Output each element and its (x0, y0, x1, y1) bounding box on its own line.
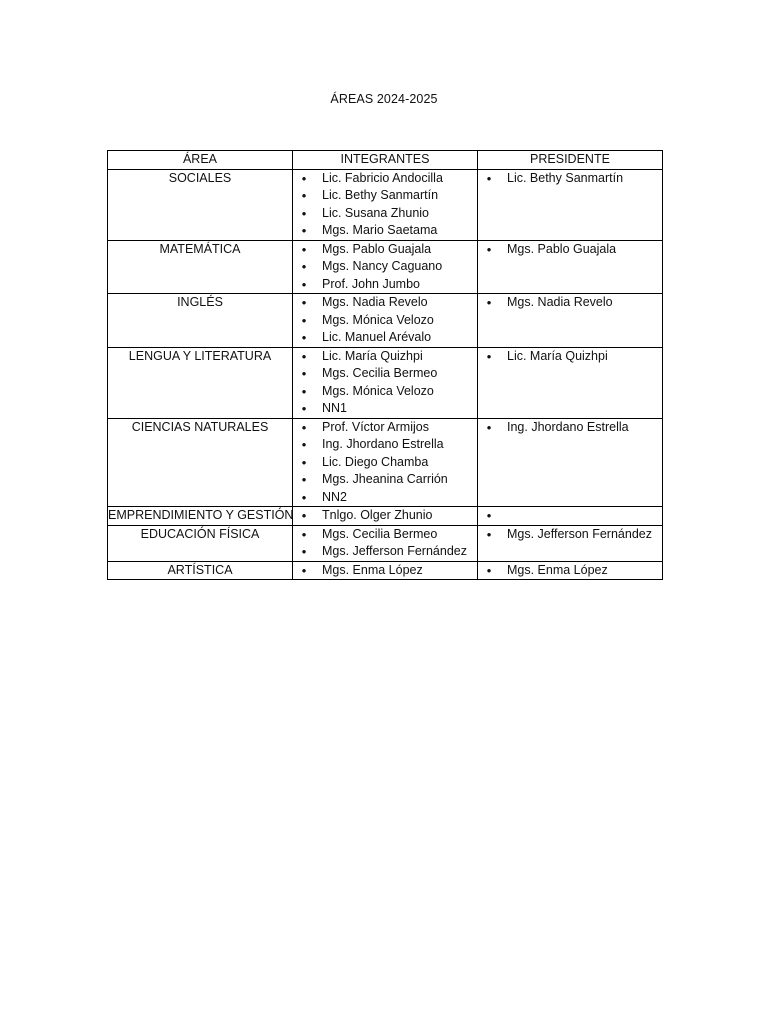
table-row (108, 347, 663, 418)
members-list (293, 348, 477, 418)
list-item (293, 276, 477, 294)
document-title: ÁREAS 2024-2025 (330, 92, 438, 106)
area-name-cell: ARTÍSTICA (108, 561, 293, 580)
bullet-icon: • (301, 508, 307, 523)
table-row (108, 294, 663, 348)
table-row (108, 240, 663, 294)
area-name-cell: EDUCACIÓN FÍSICA (108, 525, 293, 561)
list-item (478, 294, 662, 312)
list-item (293, 205, 477, 223)
president-name: Mgs. Pablo Guajala (507, 241, 617, 256)
header-president: PRESIDENTE (478, 151, 663, 170)
bullet-icon: • (301, 562, 307, 578)
member-name: Lic. Manuel Arévalo (322, 330, 432, 344)
members-cell (293, 525, 478, 561)
bullet-icon: • (301, 223, 307, 238)
bullet-icon: • (301, 312, 307, 328)
bullet-icon: • (301, 472, 307, 487)
president-cell (478, 294, 663, 348)
member-name: Lic. Fabricio Andocilla (322, 170, 443, 185)
bullet-icon: • (486, 526, 492, 542)
member-name: Tnlgo. Olger Zhunio (322, 508, 433, 522)
members-cell (293, 418, 478, 507)
bullet-icon: • (301, 241, 307, 257)
member-name: Prof. Víctor Armijos (322, 419, 429, 434)
member-name: Mgs. Mónica Velozo (322, 312, 434, 327)
list-item (293, 348, 477, 366)
members-cell (293, 294, 478, 348)
bullet-icon: • (301, 295, 307, 310)
president-list (478, 170, 662, 188)
member-name: Mgs. Nadia Revelo (322, 295, 428, 309)
president-list (478, 526, 662, 544)
header-members: INTEGRANTES (293, 151, 478, 170)
member-name: NN2 (322, 489, 348, 504)
member-name: Mgs. Mario Saetama (322, 223, 438, 237)
list-item (293, 436, 477, 454)
bullet-icon: • (301, 419, 307, 435)
bullet-icon: • (301, 188, 307, 203)
members-list (293, 562, 477, 580)
list-item (293, 294, 477, 312)
member-name: NN1 (322, 401, 348, 415)
table-row (108, 561, 663, 580)
president-name: Mgs. Jefferson Fernández (507, 526, 652, 541)
bullet-icon: • (301, 366, 307, 381)
list-item (478, 526, 662, 544)
president-cell (478, 169, 663, 240)
bullet-icon: • (301, 276, 307, 292)
header-area: ÁREA (108, 151, 293, 170)
list-item (478, 170, 662, 188)
president-list (478, 241, 662, 259)
member-name: Mgs. Jefferson Fernández (322, 544, 467, 558)
bullet-icon: • (486, 508, 492, 523)
president-cell (478, 507, 663, 526)
member-name: Mgs. Nancy Caguano (322, 259, 443, 273)
bullet-icon: • (301, 348, 307, 364)
list-item (293, 543, 477, 561)
list-item (478, 348, 662, 366)
bullet-icon: • (486, 348, 492, 364)
bullet-icon: • (301, 401, 307, 416)
table-row (108, 418, 663, 507)
president-name: Ing. Jhordano Estrella (507, 419, 629, 434)
president-cell (478, 561, 663, 580)
president-list (478, 419, 662, 437)
area-name-cell: MATEMÁTICA (108, 240, 293, 294)
president-list (478, 348, 662, 366)
bullet-icon: • (301, 437, 307, 452)
member-name: Ing. Jhordano Estrella (322, 437, 444, 451)
list-item (293, 365, 477, 383)
areas-table (107, 150, 663, 580)
members-list (293, 526, 477, 561)
bullet-icon: • (301, 526, 307, 542)
member-name: Mgs. Jheanina Carrión (322, 472, 448, 486)
table-header-row (108, 151, 663, 170)
list-item (293, 454, 477, 472)
president-cell (478, 525, 663, 561)
list-item (293, 471, 477, 489)
members-list (293, 507, 477, 525)
president-list (478, 294, 662, 312)
member-name: Lic. Diego Chamba (322, 454, 429, 469)
president-name: Mgs. Enma López (507, 562, 608, 577)
member-name: Mgs. Cecilia Bermeo (322, 526, 438, 541)
bullet-icon: • (301, 259, 307, 274)
president-cell (478, 347, 663, 418)
area-name-cell: INGLÉS (108, 294, 293, 348)
members-list (293, 170, 477, 240)
members-cell (293, 240, 478, 294)
list-item (293, 329, 477, 347)
member-name: Mgs. Cecilia Bermeo (322, 366, 438, 380)
bullet-icon: • (301, 454, 307, 470)
bullet-icon: • (486, 562, 492, 578)
list-item (293, 419, 477, 437)
table-row (108, 525, 663, 561)
list-item (293, 222, 477, 240)
bullet-icon: • (301, 330, 307, 345)
president-name: Lic. Bethy Sanmartín (507, 170, 624, 185)
bullet-icon: • (301, 205, 307, 221)
area-name-cell: EMPRENDIMIENTO Y GESTIÓN (108, 507, 293, 526)
member-name: Mgs. Pablo Guajala (322, 241, 432, 256)
member-name: Mgs. Enma López (322, 562, 423, 577)
list-item (293, 489, 477, 507)
members-cell (293, 169, 478, 240)
members-cell (293, 347, 478, 418)
table-row (108, 507, 663, 526)
member-name: Lic. Bethy Sanmartín (322, 188, 439, 202)
members-list (293, 294, 477, 347)
list-item (293, 258, 477, 276)
table-row (108, 169, 663, 240)
members-cell (293, 561, 478, 580)
bullet-icon: • (301, 489, 307, 505)
bullet-icon: • (486, 419, 492, 435)
member-name: Lic. María Quizhpi (322, 348, 423, 363)
bullet-icon: • (301, 170, 307, 186)
bullet-icon: • (486, 241, 492, 257)
areas-table-body (108, 169, 663, 580)
list-item (293, 400, 477, 418)
list-item (478, 241, 662, 259)
bullet-icon: • (486, 170, 492, 186)
bullet-icon: • (486, 295, 492, 310)
list-item (293, 241, 477, 259)
member-name: Lic. Susana Zhunio (322, 205, 430, 220)
list-item (293, 526, 477, 544)
president-name: Lic. María Quizhpi (507, 348, 608, 363)
members-list (293, 241, 477, 294)
president-cell (478, 240, 663, 294)
president-name: Mgs. Nadia Revelo (507, 295, 613, 309)
area-name-cell: CIENCIAS NATURALES (108, 418, 293, 507)
member-name: Prof. John Jumbo (322, 276, 420, 291)
area-name-cell: LENGUA Y LITERATURA (108, 347, 293, 418)
list-item (293, 187, 477, 205)
list-item (293, 562, 477, 580)
list-item (478, 419, 662, 437)
members-cell (293, 507, 478, 526)
bullet-icon: • (301, 383, 307, 399)
list-item (293, 507, 477, 525)
list-item (293, 383, 477, 401)
area-name-cell: SOCIALES (108, 169, 293, 240)
bullet-icon: • (301, 544, 307, 559)
list-item (293, 312, 477, 330)
president-list (478, 562, 662, 580)
list-item (293, 170, 477, 188)
president-cell (478, 418, 663, 507)
list-item (478, 562, 662, 580)
member-name: Mgs. Mónica Velozo (322, 383, 434, 398)
members-list (293, 419, 477, 507)
